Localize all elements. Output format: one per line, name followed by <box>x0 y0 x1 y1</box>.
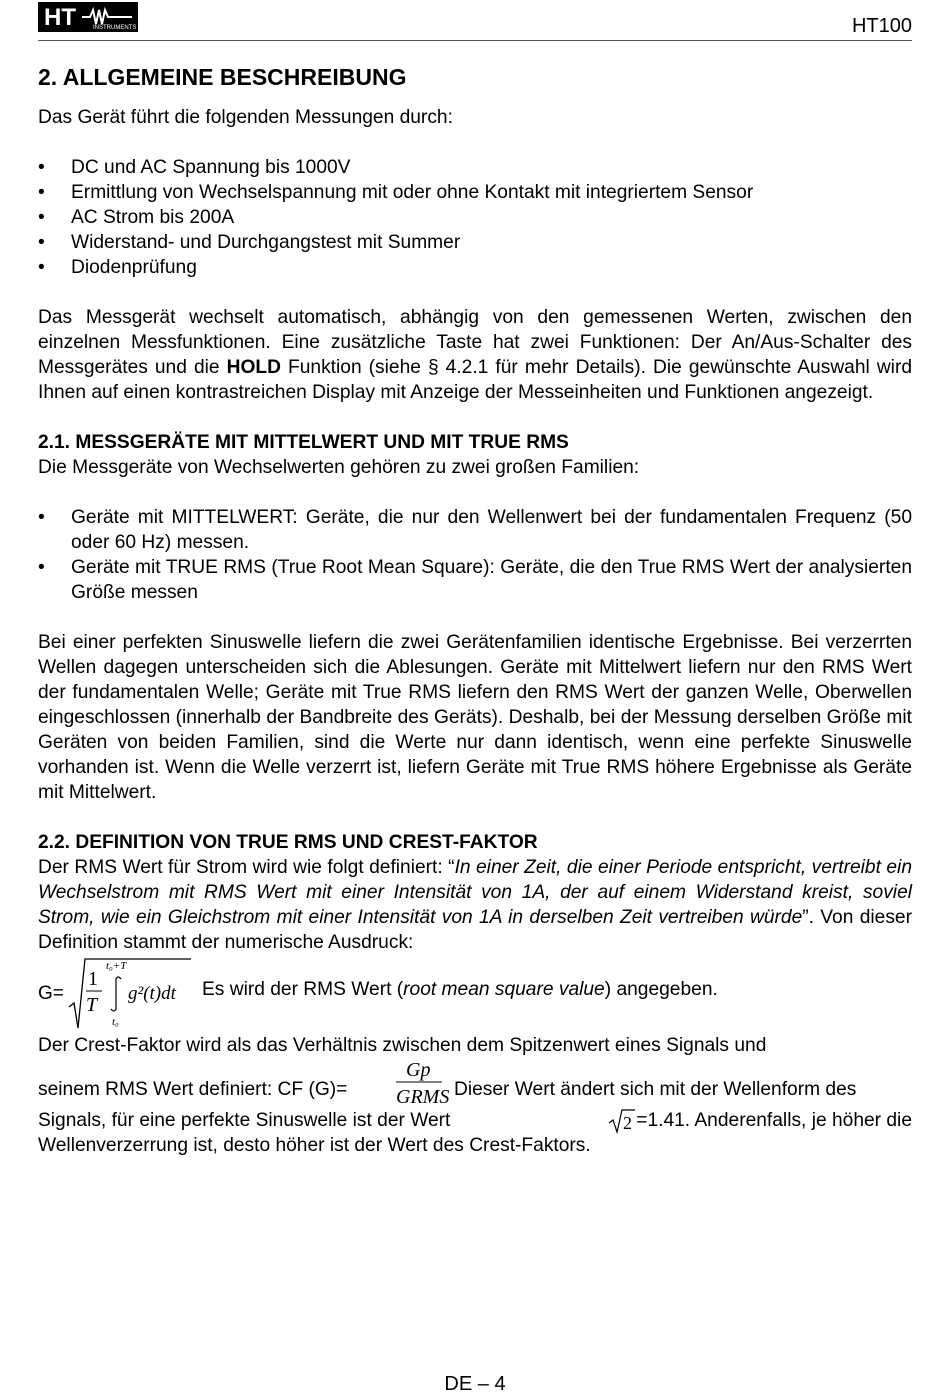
rms-formula-row <box>38 955 912 1033</box>
measurement-list <box>38 155 912 280</box>
list-item: • Widerstand- und Durchgangstest mit Summer <box>38 230 912 255</box>
svg-text:t₀: t₀ <box>112 1016 119 1028</box>
list-item: • Diodenprüfung <box>38 255 912 280</box>
section-2-1-paragraph: Bei einer perfekten Sinuswelle liefern die zwei Gerätenfamilien identische Ergebnisse. Bei verzerrten Wellen dagegen unterscheiden sich die Ablesungen. Geräte mit Mittelwert liefern nur den RMS Wert der fundamentalen Welle; Geräte mit True RMS liefern den RMS Wert der ganzen Welle, Oberwellen eingeschlossen (innerhalb der Bandbreite des Geräts). Deshalb, bei der Messung derselben Größe mit Geräten von beiden Familien, sind die Werte nur dann identisch, wenn eine perfekte Sinuswelle vorhanden ist. Wenn die Welle verzerrt ist, liefern Geräte mit True RMS höhere Ergebnisse als Geräte mit Mittelwert. <box>38 632 912 803</box>
svg-text:2: 2 <box>623 1112 633 1133</box>
rms-formula-caption: Es wird der RMS Wert (root mean square value) angegeben. <box>202 979 718 1000</box>
svg-text:Gp: Gp <box>406 1059 431 1081</box>
list-item: • Geräte mit MITTELWERT: Geräte, die nur den Wellenwert bei der fundamentalen Frequenz (50 oder 60 Hz) messen. <box>38 505 912 555</box>
svg-text:1: 1 <box>88 968 98 990</box>
list-item: • DC und AC Spannung bis 1000V <box>38 155 912 180</box>
page-header <box>38 0 912 41</box>
list-item: • Geräte mit TRUE RMS (True Root Mean Square): Geräte, die den True RMS Wert der analysierten Größe messen <box>38 555 912 605</box>
last-line: Wellenverzerrung ist, desto höher ist der Wert des Crest-Faktors. <box>38 1135 591 1156</box>
section-2-1-title: 2.1. MESSGERÄTE MIT MITTELWERT UND MIT TRUE RMS <box>38 432 569 453</box>
crest-factor-fraction <box>392 1058 452 1108</box>
sqrt-line: Signals, für eine perfekte Sinuswelle ist der Wert 2 =1.41. Anderenfalls, je höher die <box>38 1108 912 1133</box>
rms-formula <box>38 955 198 1033</box>
sqrt-symbol <box>608 1108 636 1134</box>
list-item: • Ermittlung von Wechselspannung mit oder ohne Kontakt mit integriertem Sensor <box>38 180 912 205</box>
list-item: • AC Strom bis 200A <box>38 205 912 230</box>
svg-text:T: T <box>86 994 98 1016</box>
svg-text:g²(t)dt: g²(t)dt <box>128 983 176 1004</box>
crest-factor-line: Der Crest-Faktor wird als das Verhältnis zwischen dem Spitzenwert eines Signals und <box>38 1035 767 1056</box>
device-family-list <box>38 505 912 605</box>
section-2-title: 2. ALLGEMEINE BESCHREIBUNG <box>38 64 407 90</box>
document-id: HT100 <box>851 15 912 37</box>
rms-definition: Der RMS Wert für Strom wird wie folgt definiert: “In einer Zeit, die einer Periode entspricht, vertreibt ein Wechselstrom mit RMS Wert mit einer Intensität von 1A, der auf einem Widerstand kreist, soviel Strom, wie ein Gleichstrom mit einer Intensität von 1A in derselben Zeit vertreiben würde”. Von dieser Definition stammt der numerische Ausdruck: <box>38 857 912 953</box>
crest-factor-row: seinem RMS Wert definiert: CF (G)= Gp GRMS Dieser Wert ändert sich mit der Wellenform des <box>38 1059 857 1108</box>
section-2-2-title: 2.2. DEFINITION VON TRUE RMS UND CREST-FAKTOR <box>38 832 538 853</box>
svg-text:HT: HT <box>44 4 76 31</box>
ht-instruments-logo <box>38 2 138 32</box>
svg-text:t₀+T: t₀+T <box>106 960 127 972</box>
section-2-paragraph: Das Messgerät wechselt automatisch, abhängig von den gemessenen Werten, zwischen den einzelnen Messfunktionen. Eine zusätzliche Taste hat zwei Funktionen: Der An/Aus-Schalter des Messgerätes und die HOLD Funktion (siehe § 4.2.1 für mehr Details). Die gewünschte Auswahl wird Ihnen auf einen kontrastreichen Display mit Anzeige der Messeinheiten und Funktionen angezeigt. <box>38 307 913 403</box>
section-2-intro: Das Gerät führt die folgenden Messungen durch: <box>38 107 453 128</box>
main-content <box>38 62 912 1158</box>
svg-text:INSTRUMENTS: INSTRUMENTS <box>93 25 137 31</box>
svg-text:GRMS: GRMS <box>396 1086 450 1108</box>
svg-text:G=: G= <box>38 983 64 1004</box>
section-2-1-intro: Die Messgeräte von Wechselwerten gehören zu zwei großen Familien: <box>38 457 640 478</box>
page-number: DE – 4 <box>444 1373 506 1395</box>
